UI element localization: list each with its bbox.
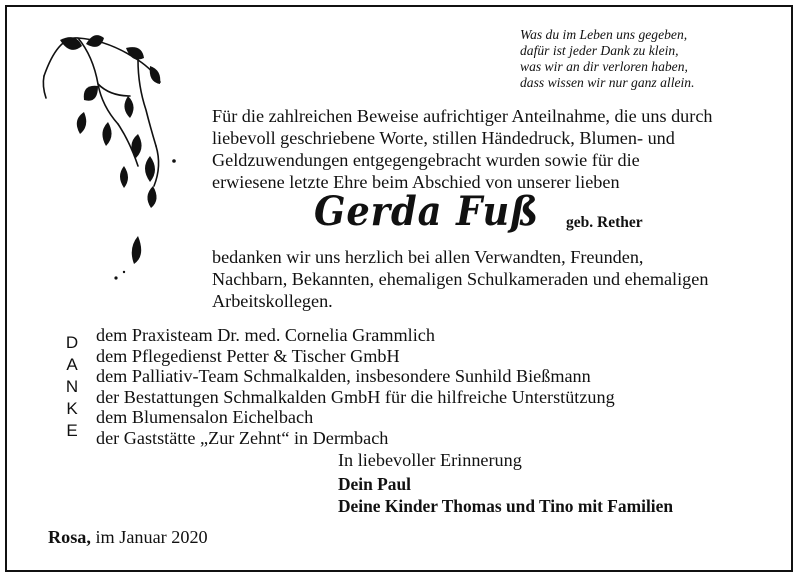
signers	[338, 473, 673, 517]
birch-branch-icon	[38, 26, 198, 296]
poem-line: was wir an dir verloren haben,	[520, 59, 688, 74]
thanks-line: Arbeitskollegen.	[212, 291, 333, 311]
danke-letter: K	[66, 399, 78, 418]
recipients-list	[96, 325, 756, 448]
intro-line: liebevoll geschriebene Worte, stillen Händedruck, Blumen- und	[212, 128, 675, 148]
recipient-item: der Bestattungen Schmalkalden GmbH für die hilfreiche Unterstützung	[96, 386, 615, 407]
deceased-name-row	[314, 188, 559, 238]
thanks-paragraph	[212, 246, 782, 312]
danke-letter: E	[66, 421, 78, 440]
recipient-item: dem Praxisteam Dr. med. Cornelia Grammlich	[96, 325, 435, 345]
intro-paragraph	[212, 105, 782, 193]
thanks-line: bedanken wir uns herzlich bei allen Verwandten, Freunden,	[212, 247, 644, 267]
recipient-item: der Gaststätte „Zur Zehnt“ in Dermbach	[96, 427, 389, 448]
intro-line: erwiesene letzte Ehre beim Abschied von unserer lieben	[212, 172, 620, 192]
poem	[520, 27, 760, 91]
thanks-line: Nachbarn, Bekannten, ehemaligen Schulkameraden und ehemaligen	[212, 269, 709, 289]
place: Rosa,	[48, 527, 91, 547]
danke-letter: D	[65, 333, 79, 352]
deceased-name: Gerda Fuß	[314, 188, 540, 235]
signer-line: Dein Paul	[338, 474, 411, 494]
danke-letter: A	[66, 355, 78, 374]
memory-line: In liebevoller Erinnerung	[338, 450, 522, 470]
recipient-item: dem Palliativ-Team Schmalkalden, insbesondere Sunhild Bießmann	[96, 366, 591, 386]
birth-name: geb. Rether	[566, 214, 643, 231]
recipient-item: dem Pflegedienst Petter & Tischer GmbH	[96, 345, 400, 366]
danke-letter: N	[65, 377, 79, 396]
intro-line: Für die zahlreichen Beweise aufrichtiger Anteilnahme, die uns durch	[212, 106, 713, 126]
intro-line: Geldzuwendungen entgegengebracht wurden sowie für die	[212, 150, 640, 170]
recipient-item: dem Blumensalon Eichelbach	[96, 407, 314, 427]
date: im Januar 2020	[95, 527, 208, 547]
poem-line: dass wissen wir nur ganz allein.	[520, 75, 695, 90]
danke-vertical-word	[60, 332, 84, 442]
place-date	[48, 527, 208, 548]
signer-line: Deine Kinder Thomas und Tino mit Familien	[338, 496, 673, 516]
poem-line: dafür ist jeder Dank zu klein,	[520, 43, 679, 58]
poem-line: Was du im Leben uns gegeben,	[520, 27, 688, 42]
